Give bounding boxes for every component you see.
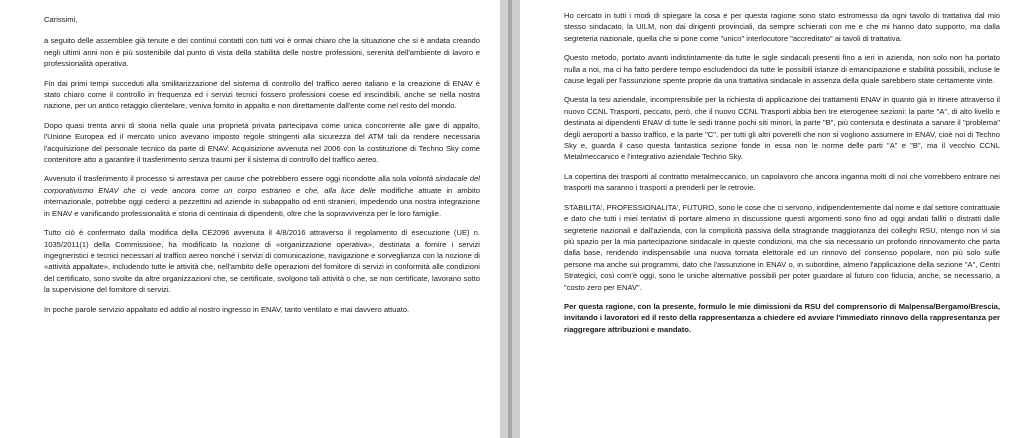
paragraph: Dopo quasi trenta anni di storia nella quale una proprietà privata partecipava come unica concorrente alle gare di appalto, l'Unione Europea ed il mercato unico avevano imposto regole stringenti alla sicurezza del ATM tali da rendere necessaria l'acquisizione del personale tecnico da parte di ENAV. Acquisizione avvenuta nel 2006 con la costituzione di Techno Sky come contenitore atto a garantire il trasferimento senza traumi per il sistema di controllo del traffico aereo. (44, 120, 480, 165)
paragraph: Tutto ciò è confermato dalla modifica della CE2096 avvenuta il 4/8/2016 attraverso il regolamento di esecuzione (UE) n. 1035/2011(1) della Commissione, ha modificato la nozione di «organizzazione operativa», destinata a fornire i servizi ingegneristici e tecnici necessari al traffico aereo nonché i servizi di comunicazione, navigazione e sorveglianza con la nozione di «attività appaltate», includendo tutte le attività che, nell'ambito delle operazioni del fornitore di servizi in conformità alle condizioni del certificato, sono svolte da altre organizzazioni che, se certificate, svolgono tali attività o che, se non certificate, lavorano sotto la supervisione del fornitore di servizi. (44, 228, 480, 295)
italic-phrase: volontà sindacale del corporativismo ENAV che ci vede ancora come un corpo estraneo e che, alla luce delle (44, 174, 480, 195)
document-page-left (0, 0, 500, 438)
paragraph: Questo metodo, portato avanti indistintamente da tutte le sigle sindacali presenti fino a ieri in azienda, non solo non ha portato nulla a noi, ma ci ha fatto perdere tempo escludendoci da tutte le possibili istanze di emancipazione e stabilità possibili, incluse le cause legali per l'assunzione spente proprie da una trattativa sindacale in assenza della quale sarebbero state certamente vinte. (564, 53, 1000, 86)
paragraph: Fin dai primi tempi succeduti alla smilitarizzazione del sistema di controllo del traffico aereo italiano e la creazione di ENAV è stato chiaro come il controllo in frequenza ed i servizi tecnici fossero professioni coese ed inscindibili, anche se nella nostra nazione, per un antico retaggio clientelare, veniva fornito in appalto e non direttamente dall'ente come nel resto del mondo. (44, 78, 480, 111)
page-divider (508, 0, 512, 438)
paragraph: La copertina dei trasporti al contratto metalmeccanico, un capolavoro che ancora inganna molti di noi che vorrebbero entrare nei trasporti ma saranno i trasporti a prenderli per le retrovie. (564, 171, 1000, 193)
paragraph-text: modifiche attuate in ambito internazionale, potrebbe oggi cederci a pezzettini ad aziende in subappalto od enti stranieri, impedendo una nostra integrazione in ENAV e vanificando professionalità e storia di centinaia di dipendenti, oltre che la sopravvivenza per le loro famiglie. (44, 185, 480, 218)
paragraph: Questa la tesi aziendale, incomprensibile per la richiesta di applicazione dei trattamenti ENAV in quanto già in itinere attraverso il nuovo CCNL Trasporti, peccato, però, che il nuovo CCNL Trasporti abbia ben tre eterogenee sezioni: la parte "A", di alto livello e destinata ai dipendenti ENAV di tutte le sedi tranne pochi siti minori, la parte "B", più contenuta e destinata a sanare il "problema" degli aeroporti a basso traffico, e la parte "C", per tutti gli altri poverelli che non si vogliono assumere in ENAV, cioè noi di Techno Sky e, guarda il caso questa fantastica sezione fonde in essa non le norme delle parti "A" e "B", ma il vecchio CCNL Metalmeccanico e l'integrativo aziendale Techno Sky. (564, 95, 1000, 162)
paragraph-text: Avvenuto il trasferimento il processo si arrestava per cause che potrebbero essere oggi ricondotte alla sola (44, 174, 409, 184)
salutation: Carissimi, (44, 15, 78, 24)
closing-paragraph: Per questa ragione, con la presente, formulo le mie dimissioni da RSU del comprensorio di Malpensa/Bergamo/Brescia, invitando i lavoratori ed il resto della rappresentanza a chiedere ed avviare l'immediato rinnovo della rappresentanza per riaggregare attribuzioni e mandato. (564, 301, 1000, 334)
paragraph-mixed (44, 173, 480, 219)
page-gap (500, 0, 520, 438)
paragraph: STABILITA', PROFESSIONALITA', FUTURO, sono le cose che ci servono, indipendentemente dal nome e dal settore contrattuale e dato che tutti i miei tentativi di portare almeno in discussione questi argomenti sono fino ad oggi andati falliti o distratti dalle segreterie nazionali e dall'azienda, con la complicità passiva della stragrande maggioranza dei colleghi RSU, ritengo non vi sia più spazio per la mia partecipazione sindacale in queste condizioni, ma che sia necessario un profondo rinnovamento che parta dalla base, rendendo indispensabile una nuova tornata elettorale ed un rinnovo del consenso popolare, non più solo sulle persone ma anche sui programmi, dato che l'assunzione in ENAV o, in subordine, almeno l'applicazione della sezione "A", Centri Strategici, così com'è oggi, sono le uniche alternative possibili per poter guardare al futuro con fiducia, anche, se necessario, a "costo zero per ENAV". (564, 202, 1000, 292)
paragraph: In poche parole servizio appaltato ed addio al nostro ingresso in ENAV, tanto ventilato e mai davvero attuato. (44, 304, 410, 314)
paragraph: a seguito delle assemblee già tenute e dei continui contatti con tutti voi è ormai chiaro che la situazione che si è andata creando negli ultimi anni non è più sostenibile dal punto di vista della stabilità delle nostre professioni, serenità dell'ambiente di lavoro e professionalità operativa. (44, 36, 480, 69)
paragraph: Ho cercato in tutti i modi di spiegare la cosa e per questa ragione sono stato estromesso da ogni tavolo di trattativa dal mio stesso sindacato, la UILM, non dai dirigenti provinciali, da sempre schierati con me e che mi hanno dato supporto, ma dalla segreteria nazionale, quella che si pone come "unico" interlocutore "accreditato" ai tavoli di trattativa. (564, 11, 1000, 43)
document-page-right (520, 0, 1030, 438)
